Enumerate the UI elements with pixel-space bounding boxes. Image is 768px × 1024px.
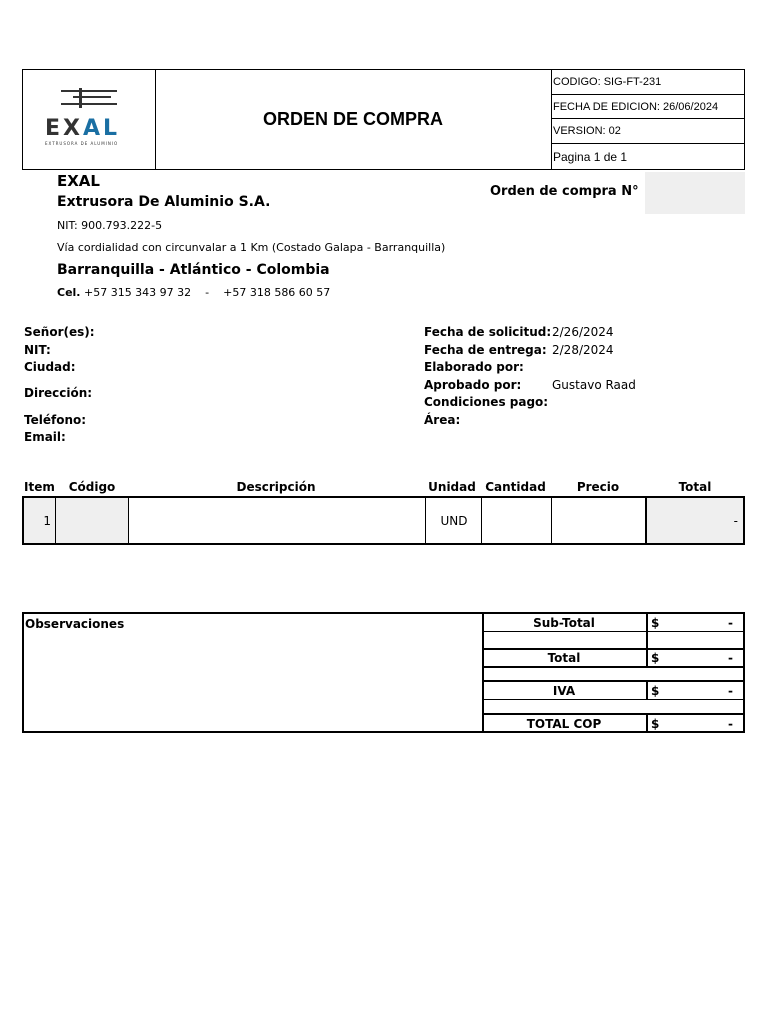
total-currency: $ [651,651,660,665]
doc-page: Pagina 1 de 1 [553,149,628,164]
document-header [22,69,745,170]
iva-value [647,682,745,699]
prepared-by-label: Elaborado por: [424,360,524,374]
spacer-row [482,670,745,682]
order-number-field[interactable] [645,172,745,214]
col-header-code: Código [68,480,116,494]
logo-cell [23,70,156,169]
col-header-price: Precio [576,480,620,494]
delivery-date-value: 2/28/2024 [552,343,614,357]
observations-totals-box [22,612,745,733]
total-label: Total [482,650,648,666]
col-header-unit: Unidad [428,480,476,494]
logo-wordmark: EXAL [45,116,121,141]
approved-by-label: Aprobado por: [424,378,522,392]
blank-row [482,632,745,650]
supplier-city-label: Ciudad: [24,360,76,374]
area-label: Área: [424,413,461,427]
cel-numbers: +57 315 343 97 32 - +57 318 586 60 57 [83,286,331,299]
iva-row [482,682,745,700]
request-date-value: 2/26/2024 [552,325,614,339]
delivery-date-label: Fecha de entrega: [424,343,547,357]
cel-label: Cel. [57,286,81,299]
iva-amount: - [728,683,733,698]
col-header-total: Total [678,480,712,494]
cell-total: - [647,498,743,543]
cell-price[interactable] [552,498,646,543]
col-header-item: Item [24,480,55,494]
company-short-name: EXAL [57,172,100,190]
iva-label: IVA [482,682,648,699]
supplier-address-label: Dirección: [24,386,93,400]
supplier-label: Señor(es): [24,325,95,339]
page-title: ORDEN DE COMPRA [155,70,552,169]
cell-quantity[interactable] [482,498,552,543]
supplier-phone-label: Teléfono: [24,413,87,427]
approved-by-value: Gustavo Raad [552,378,636,392]
cell-code[interactable] [56,498,129,543]
subtotal-currency: $ [651,615,660,630]
company-logo [45,84,135,156]
subtotal-row [482,614,745,632]
company-nit: NIT: 900.793.222-5 [57,219,163,232]
request-date-label: Fecha de solicitud: [424,325,552,339]
doc-version: VERSION: 02 [552,119,745,144]
total-cop-currency: $ [651,717,660,731]
logo-mark-icon [45,84,135,112]
payment-terms-label: Condiciones pago: [424,395,549,409]
company-address: Vía cordialidad con circunvalar a 1 Km (Costado Galapa - Barranquilla) [57,241,446,254]
company-phones [57,286,330,299]
total-cop-row [482,715,745,733]
total-row [482,650,745,668]
doc-code: CODIGO: SIG-FT-231 [552,70,745,95]
cell-unit: UND [440,513,468,528]
cell-item: 1 [24,498,56,543]
total-amount: - [728,651,733,665]
supplier-email-label: Email: [24,430,66,444]
company-name: Extrusora De Aluminio S.A. [57,194,271,210]
total-cop-amount: - [728,717,733,731]
subtotal-label: Sub-Total [482,614,648,631]
cell-description[interactable] [129,498,425,543]
supplier-nit-label: NIT: [24,343,51,357]
company-city: Barranquilla - Atlántico - Colombia [57,262,330,278]
total-value [647,650,745,666]
order-number-label: Orden de compra N° [490,184,639,199]
doc-edition-date: FECHA DE EDICION: 26/06/2024 [552,95,745,119]
iva-currency: $ [651,683,660,698]
subtotal-value [647,614,745,631]
col-header-description: Descripción [236,480,316,494]
subtotal-amount: - [728,615,733,630]
table-row [22,496,745,545]
spacer-row-2 [482,700,745,715]
observations-label: Observaciones [25,617,125,631]
total-cop-label: TOTAL COP [482,715,648,733]
total-cop-value [647,715,745,733]
col-header-quantity: Cantidad [485,480,546,494]
logo-subtext: EXTRUSORA DE ALUMINIO [45,141,119,146]
